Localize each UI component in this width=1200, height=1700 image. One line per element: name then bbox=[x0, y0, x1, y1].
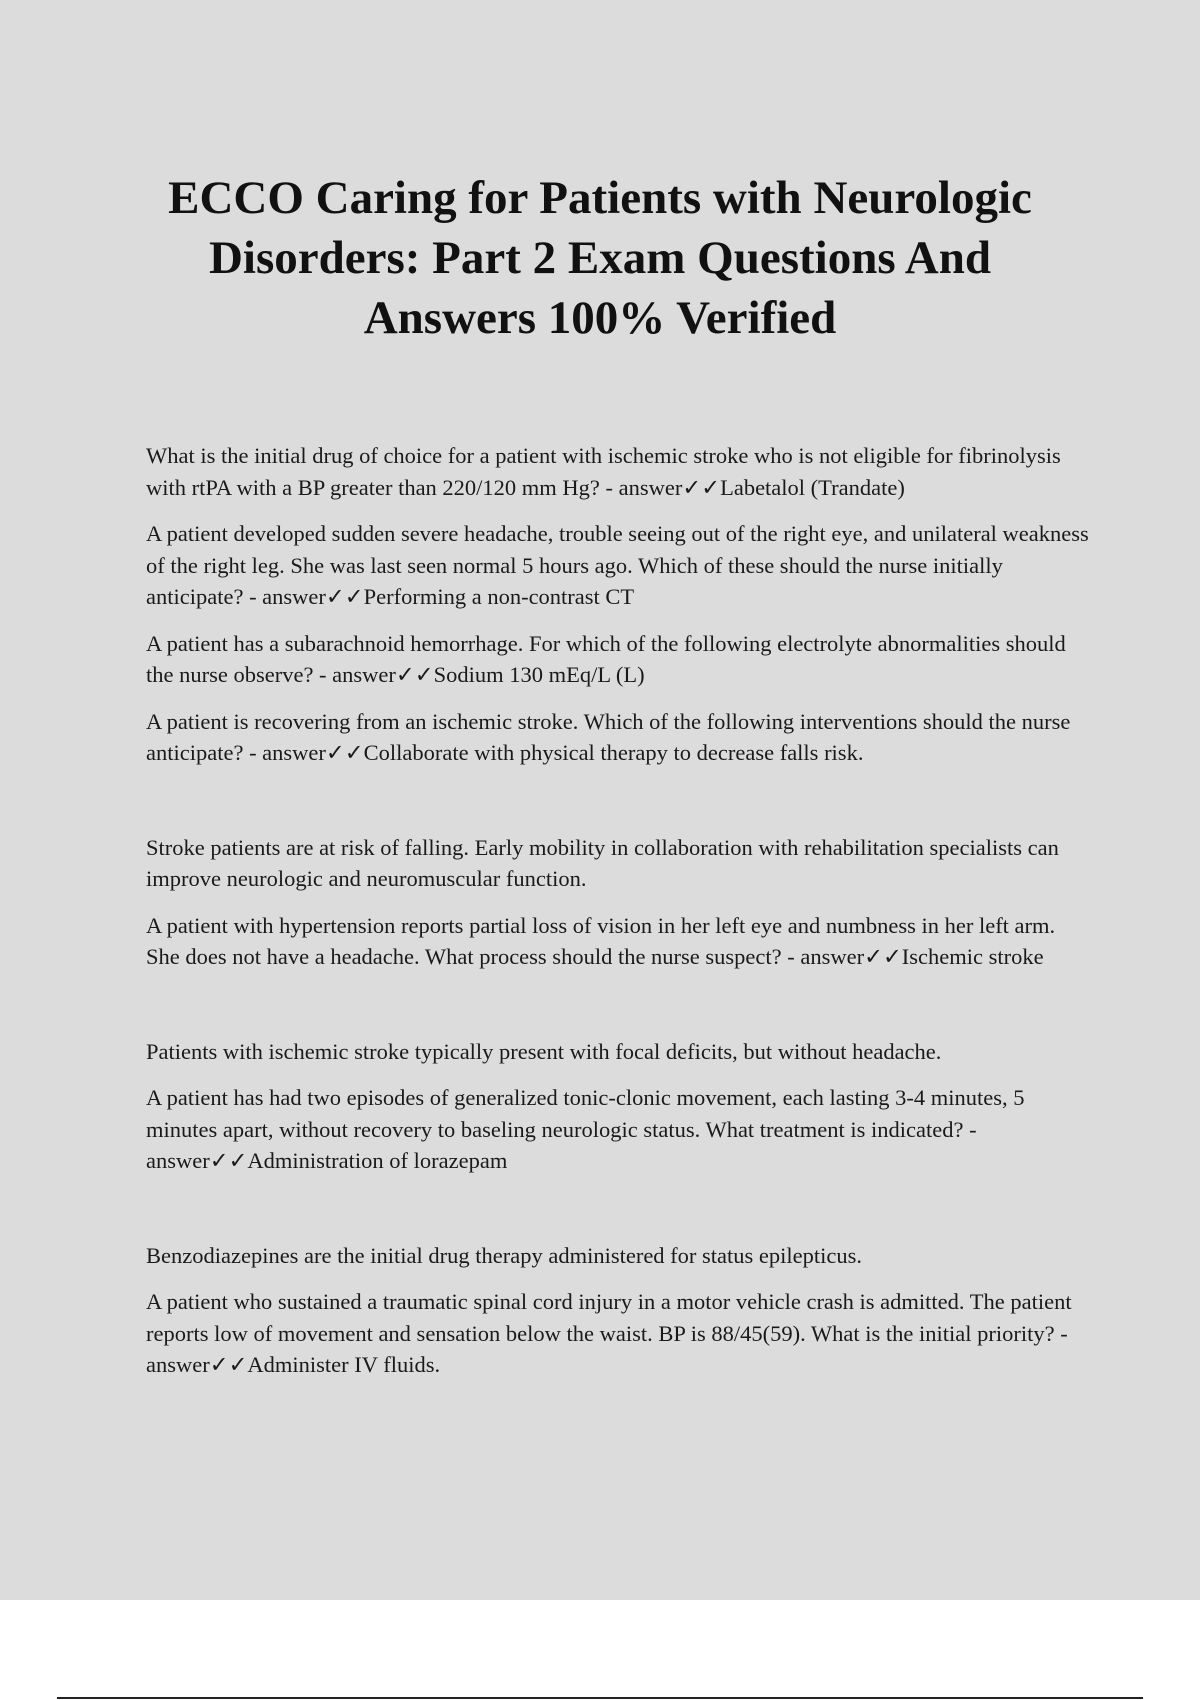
qa-paragraph: A patient developed sudden severe headache, trouble seeing out of the right eye, and unilateral weakness of the right leg. She was last seen normal 5 hours ago. Which of these should the nurse initially anticipate? - answer✓✓Performing a non-contrast CT bbox=[146, 521, 1089, 609]
qa-paragraph: What is the initial drug of choice for a patient with ischemic stroke who is not eligible for fibrinolysis with rtPA with a BP greater than 220/120 mm Hg? - answer✓✓Labetalol (Trandate) bbox=[146, 443, 1061, 500]
document-body bbox=[146, 440, 1091, 1396]
qa-paragraph: A patient is recovering from an ischemic stroke. Which of the following interventions should the nurse anticipate? - answer✓✓Collaborate with physical therapy to decrease falls risk. bbox=[146, 708, 1071, 765]
qa-paragraph: A patient has had two episodes of generalized tonic-clonic movement, each lasting 3-4 minutes, 5 minutes apart, without recovery to baseling neurologic status. What treatment is indicated? - answer✓✓Administration of lorazepam bbox=[146, 1085, 1025, 1173]
document-title: ECCO Caring for Patients with Neurologic Disorders: Part 2 Exam Questions And Answers 100% Verified bbox=[168, 172, 1032, 344]
qa-paragraph: A patient has a subarachnoid hemorrhage. For which of the following electrolyte abnormalities should the nurse observe? - answer✓✓Sodium 130 mEq/L (L) bbox=[146, 630, 1066, 687]
rationale-paragraph: Benzodiazepines are the initial drug therapy administered for status epilepticus. bbox=[146, 1242, 863, 1268]
qa-paragraph: A patient with hypertension reports partial loss of vision in her left eye and numbness in her left arm. She does not have a headache. What process should the nurse suspect? - answer✓✓Ischemic stroke bbox=[146, 912, 1056, 969]
page-divider-line bbox=[57, 1697, 1143, 1699]
qa-paragraph: A patient who sustained a traumatic spinal cord injury in a motor vehicle crash is admitted. The patient reports low of movement and sensation below the waist. BP is 88/45(59). What is the initial priority? - answer✓✓Administer IV fluids. bbox=[146, 1289, 1072, 1377]
rationale-paragraph: Patients with ischemic stroke typically present with focal deficits, but without headache. bbox=[146, 1038, 942, 1064]
rationale-paragraph: Stroke patients are at risk of falling. Early mobility in collaboration with rehabilitation specialists can improve neurologic and neuromuscular function. bbox=[146, 834, 1059, 891]
